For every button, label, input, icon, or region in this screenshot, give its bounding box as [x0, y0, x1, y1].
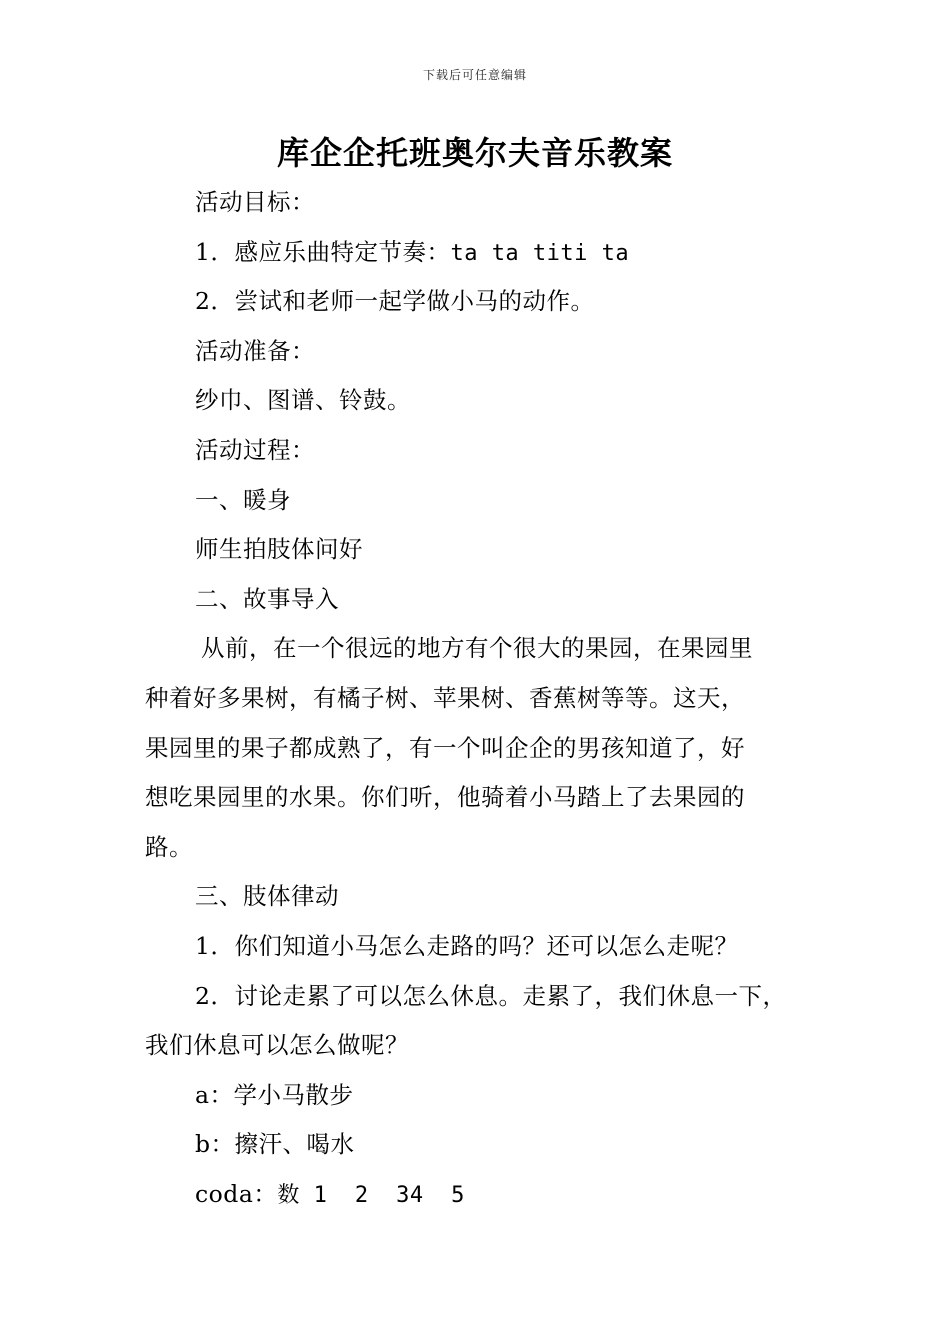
document-title: 库企企托班奥尔夫音乐教案 — [276, 134, 673, 172]
process-heading: 活动过程： — [195, 435, 315, 464]
item-b: b：擦汗、喝水 — [195, 1130, 355, 1159]
question-2-line-2: 我们休息可以怎么做呢？ — [145, 1031, 409, 1060]
step-1-heading: 一、暖身 — [195, 485, 291, 514]
prep-items: 纱巾、图谱、铃鼓。 — [195, 386, 411, 415]
coda-count: 数 1 2 34 5 — [277, 1182, 465, 1208]
document-body — [145, 178, 815, 1219]
story-line-5: 路。 — [145, 832, 193, 861]
story-line-3: 果园里的果子都成熟了，有一个叫企企的男孩知道了，好 — [145, 733, 745, 762]
question-2-line-1: 2．讨论走累了可以怎么休息。走累了，我们休息一下， — [195, 981, 787, 1010]
rhythm-pattern: ta ta titi ta — [450, 240, 630, 266]
story-line-2: 种着好多果树，有橘子树、苹果树、香蕉树等等。这天， — [145, 683, 745, 712]
question-1: 1．你们知道小马怎么走路的吗？还可以怎么走呢？ — [195, 931, 739, 960]
goal-heading: 活动目标： — [195, 188, 315, 216]
step-3-heading: 三、肢体律动 — [195, 882, 339, 911]
prep-heading: 活动准备： — [195, 336, 315, 365]
coda-label: coda： — [195, 1179, 278, 1208]
header-note: 下载后可任意编辑 — [422, 68, 527, 82]
item-a: a：学小马散步 — [195, 1080, 354, 1109]
step-2-heading: 二、故事导入 — [195, 584, 339, 613]
story-line-1: 从前，在一个很远的地方有个很大的果园，在果园里 — [201, 634, 753, 663]
goal-item-1 — [145, 228, 815, 278]
goal-item-2: 2．尝试和老师一起学做小马的动作。 — [195, 287, 595, 316]
coda-line — [145, 1170, 815, 1220]
goal-item-1-text: 1．感应乐曲特定节奏： — [195, 237, 451, 266]
step-1-text: 师生拍肢体问好 — [195, 535, 363, 564]
story-line-4: 想吃果园里的水果。你们听，他骑着小马踏上了去果园的 — [145, 783, 745, 812]
